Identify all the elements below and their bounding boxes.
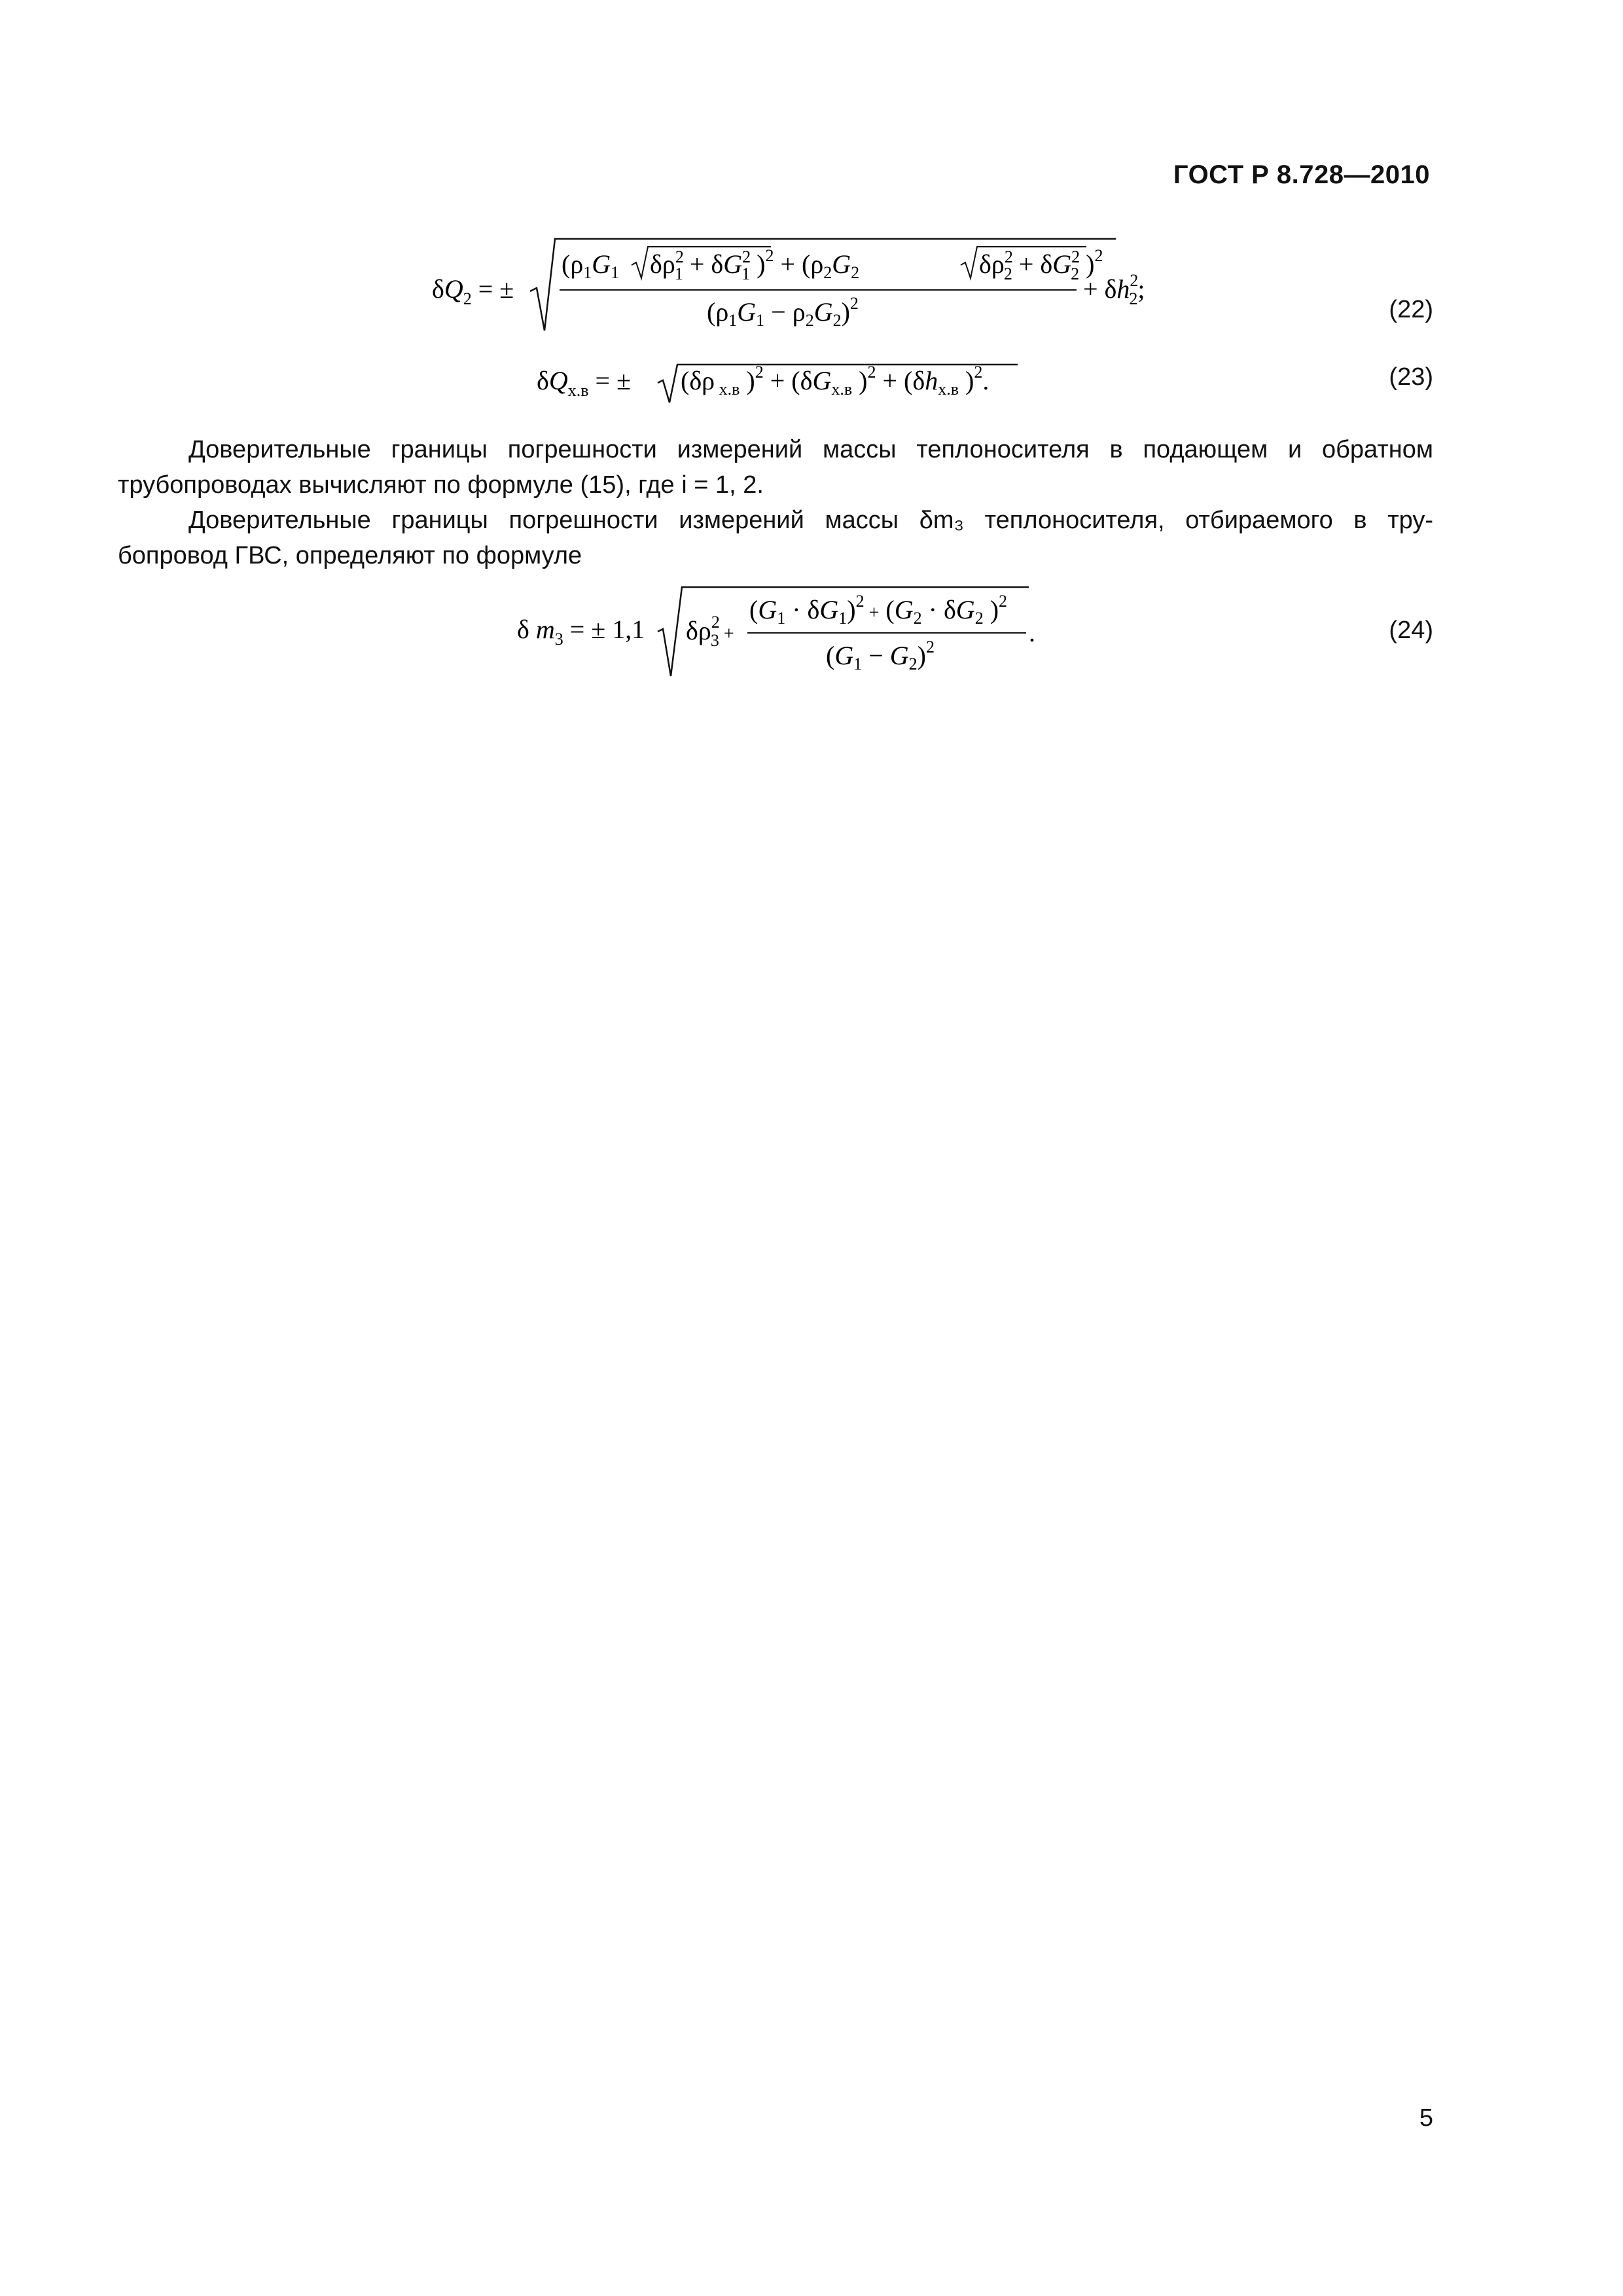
- page-header: ГОСТ Р 8.728—2010: [1173, 160, 1430, 189]
- svg-text:+ δh22;: + $\delta h^2$ 2;: [1083, 271, 1145, 308]
- svg-text:(G1 · δG1)2 + (G2 · δG2 )2: $(G_1 \cdot \delta G_1)^2$ $_+$ ($G_2 \cdot \delta G_2$ )$^2$: [749, 592, 1008, 628]
- svg-text:δρ22 + δG22 )2: $\delta\rho^2$ $2 + \delta G^2$ 2 )$^2$: [979, 246, 1103, 283]
- equation-23: [537, 350, 1034, 409]
- equation-number-23: (23): [1389, 363, 1433, 391]
- svg-text:(ρ1G1 − ρ2G2)2: $(\rho_1G_1 - \rho_2G_2)^2$: [707, 294, 859, 330]
- svg-text:(G1 − G2)2: $(G_1 - G_2)^2$: [826, 637, 935, 673]
- paragraph-2-line-2: бопровод ГВС, определяют по формуле: [118, 542, 582, 569]
- paragraph-1-line-1: Доверительные границы погрешности измерений массы теплоносителя в подающем и обратном: [188, 436, 1433, 463]
- paragraph-1-line-2: трубопроводах вычисляют по формуле (15), где i = 1, 2.: [118, 471, 764, 499]
- paragraph-2-line-1: Доверительные границы погрешности измерений массы δm₃ теплоносителя, отбираемого в тру-: [188, 507, 1433, 534]
- svg-text:δρ21 + δG21 )2 + (ρ2G2: $\delta\rho^2$ $1 + \delta G^2$ 1 )$^2 + (\rho_2G_2$: [650, 246, 860, 283]
- svg-text:.: .: [1029, 618, 1035, 647]
- svg-text:δ m3 = ± 1,1: δ $m_3$ = ± 1,1: [517, 615, 645, 649]
- page-number: 5: [1419, 2104, 1433, 2132]
- svg-text:(ρ1G1: ($\rho_1G_1$: [562, 249, 620, 282]
- equation-22: [432, 232, 1165, 344]
- paragraph-1: [118, 432, 1433, 503]
- svg-text:δQх.в = ±: $\delta Q_{х.в}$ = ±: [537, 366, 632, 400]
- svg-text:δQ2 = ±: $\delta Q_2$ = ±: [432, 274, 514, 308]
- svg-text:(δρ х.в )2 + (δGх.в )2 + (δhх.: (δρ $_{х.в}$ )$^2 + (\delta G_{х.в}$ )$^2 + (\delta h_{х.в}$ )$^2$.: [681, 363, 990, 399]
- svg-text:δρ23 +: $\delta\rho^2$ 3 +: [686, 613, 734, 650]
- equation-24: [517, 579, 1041, 684]
- equation-number-22: (22): [1389, 296, 1433, 323]
- paragraph-2: [118, 503, 1433, 573]
- equation-number-24: (24): [1389, 617, 1433, 644]
